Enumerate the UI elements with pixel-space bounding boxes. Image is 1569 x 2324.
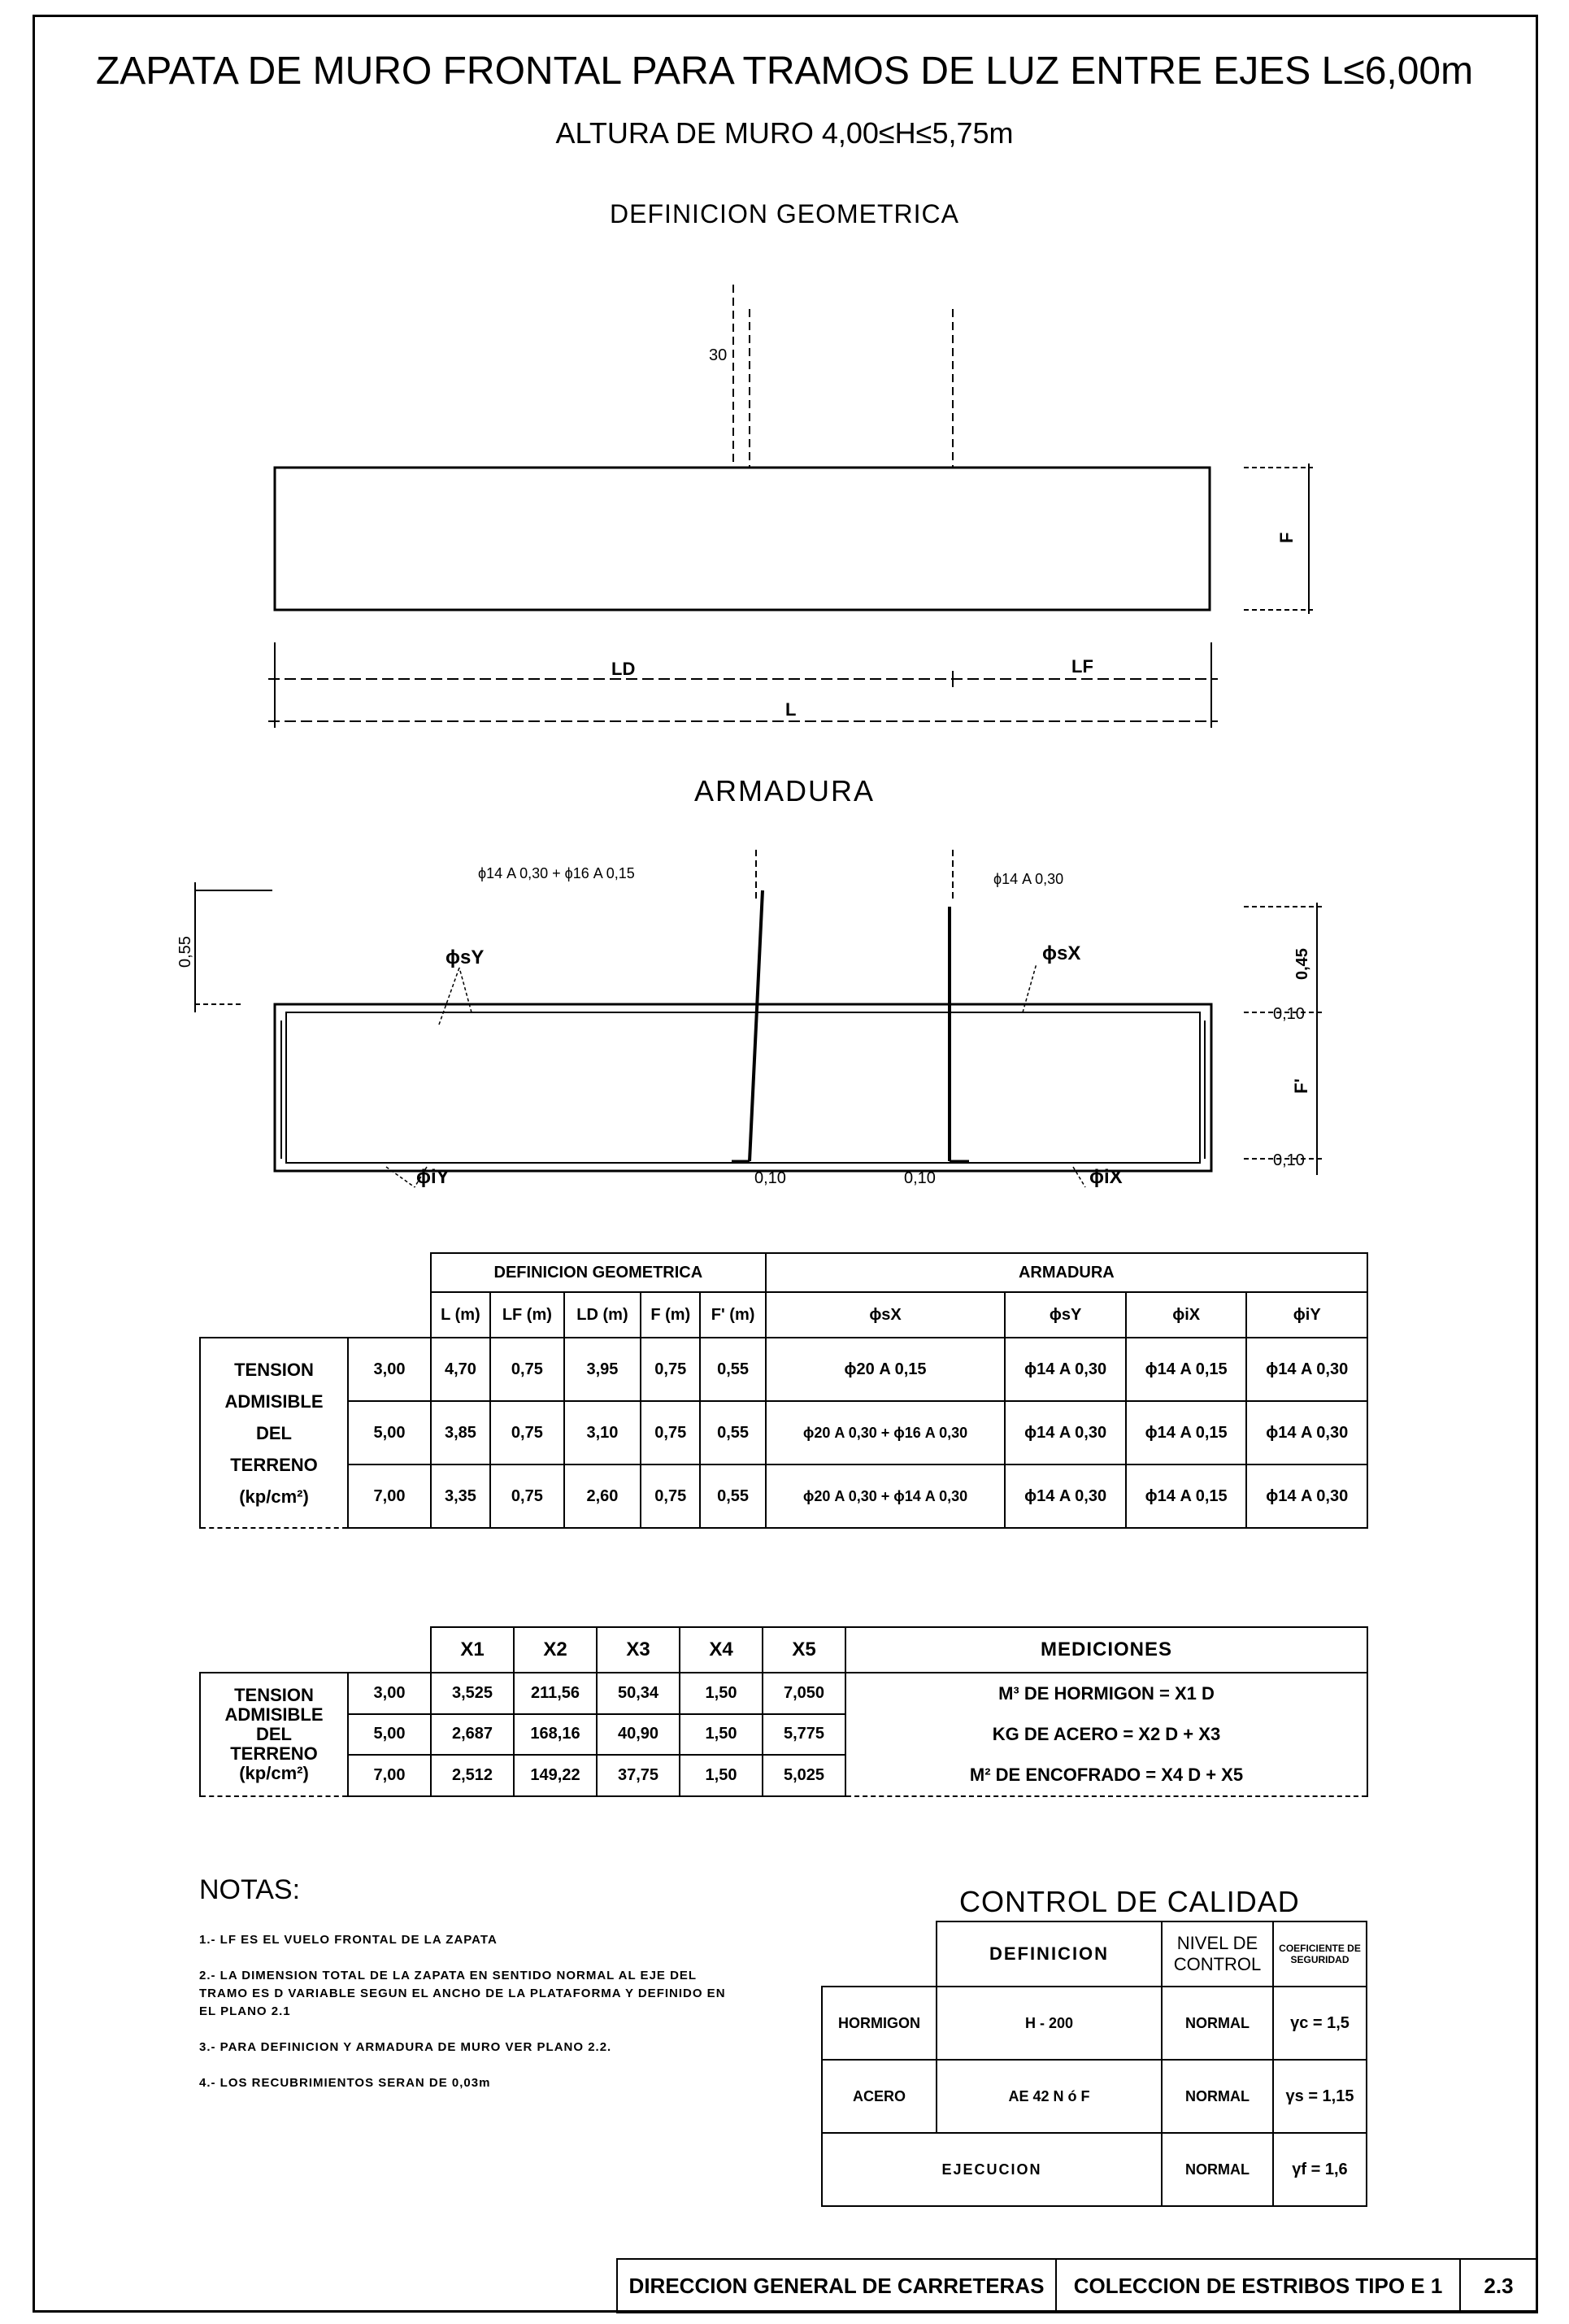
table-cell: EJECUCION bbox=[822, 2133, 1162, 2206]
table-cell: 2,687 bbox=[431, 1714, 514, 1756]
table-cell: 5,025 bbox=[763, 1755, 845, 1796]
table-cell: ϕ20 A 0,30 + ϕ16 A 0,30 bbox=[766, 1401, 1006, 1464]
sheet-title: ZAPATA DE MURO FRONTAL PARA TRAMOS DE LUZ ENTRE EJES L≤6,00m bbox=[95, 50, 1474, 93]
col-header: X3 bbox=[597, 1627, 680, 1673]
table-cell: 211,56 bbox=[514, 1673, 597, 1714]
quantities-table bbox=[199, 1626, 1368, 1797]
table-cell: ϕ14 A 0,30 bbox=[1246, 1464, 1367, 1528]
table-cell: 149,22 bbox=[514, 1755, 597, 1796]
dim-Fprime-label: F' bbox=[1291, 1078, 1311, 1094]
table-row bbox=[200, 1401, 1367, 1464]
col-header: ϕiY bbox=[1246, 1292, 1367, 1338]
title-block bbox=[616, 2258, 1538, 2313]
table-cell: ϕ14 A 0,30 bbox=[1005, 1401, 1126, 1464]
dim-LF-label: LF bbox=[1071, 656, 1093, 677]
col-header: X2 bbox=[514, 1627, 597, 1673]
footer-organization: DIRECCION GENERAL DE CARRETERAS bbox=[617, 2259, 1056, 2313]
table-cell: 4,70 bbox=[431, 1338, 490, 1401]
col-header: X5 bbox=[763, 1627, 845, 1673]
quality-control-table bbox=[821, 1921, 1367, 2207]
table-cell: ϕ20 A 0,30 + ϕ14 A 0,30 bbox=[766, 1464, 1006, 1528]
geometric-drawing bbox=[0, 268, 1569, 740]
table-cell: 1,50 bbox=[680, 1714, 763, 1756]
table-cell: 5,00 bbox=[348, 1714, 431, 1756]
table-row bbox=[200, 1338, 1367, 1401]
table-cell: 2,60 bbox=[564, 1464, 641, 1528]
col-definicion: DEFINICION bbox=[937, 1921, 1162, 1987]
table-cell: 7,00 bbox=[348, 1464, 431, 1528]
table-cell: 0,75 bbox=[641, 1401, 700, 1464]
group-reinforcement: ARMADURA bbox=[766, 1253, 1367, 1292]
col-header: X4 bbox=[680, 1627, 763, 1673]
table-cell: 0,75 bbox=[490, 1401, 564, 1464]
table-cell: 1,50 bbox=[680, 1755, 763, 1796]
table-cell: H - 200 bbox=[937, 1987, 1162, 2060]
table-cell: ϕ14 A 0,15 bbox=[1126, 1338, 1247, 1401]
table-cell: NORMAL bbox=[1162, 2060, 1273, 2133]
geometric-definition-heading: DEFINICION GEOMETRICA bbox=[610, 199, 959, 228]
table-cell: HORMIGON bbox=[822, 1987, 937, 2060]
col-header: ϕsX bbox=[766, 1292, 1006, 1338]
mediciones-header: MEDICIONES bbox=[845, 1627, 1367, 1673]
dim-010-right-bar-label: 0,10 bbox=[904, 1169, 936, 1187]
table-cell: NORMAL bbox=[1162, 1987, 1273, 2060]
table-cell: ϕ14 A 0,30 bbox=[1246, 1401, 1367, 1464]
dim-010-left-bar-label: 0,10 bbox=[754, 1169, 786, 1187]
dim-055-label: 0,55 bbox=[176, 936, 194, 968]
dim-F-label: F bbox=[1276, 532, 1297, 543]
row-label-tension: TENSION ADMISIBLE DEL TERRENO (kp/cm²) bbox=[200, 1673, 348, 1796]
dim-L-label: L bbox=[785, 699, 797, 720]
geometry-reinforcement-table bbox=[199, 1252, 1368, 1529]
table-cell: ϕ14 A 0,30 bbox=[1005, 1464, 1126, 1528]
table-cell: 168,16 bbox=[514, 1714, 597, 1756]
table-cell: 3,85 bbox=[431, 1401, 490, 1464]
sheet-subtitle: ALTURA DE MURO 4,00≤H≤5,75m bbox=[555, 116, 1014, 150]
table-cell: 37,75 bbox=[597, 1755, 680, 1796]
table-cell: 1,50 bbox=[680, 1673, 763, 1714]
table-cell: 0,55 bbox=[700, 1464, 765, 1528]
table-row bbox=[200, 1464, 1367, 1528]
footer-sheet-number: 2.3 bbox=[1460, 2259, 1537, 2313]
table-cell: 0,75 bbox=[490, 1464, 564, 1528]
table-cell: 3,00 bbox=[348, 1673, 431, 1714]
table-cell: 0,75 bbox=[641, 1464, 700, 1528]
col-header: ϕsY bbox=[1005, 1292, 1126, 1338]
table-cell: ϕ14 A 0,15 bbox=[1126, 1401, 1247, 1464]
col-header: LD (m) bbox=[564, 1292, 641, 1338]
table-cell: ϕ20 A 0,15 bbox=[766, 1338, 1006, 1401]
table-row bbox=[200, 1673, 1367, 1714]
table-cell: 5,775 bbox=[763, 1714, 845, 1756]
table-cell: 0,75 bbox=[641, 1338, 700, 1401]
table-cell: ϕ14 A 0,15 bbox=[1126, 1464, 1247, 1528]
mediciones-formulas: M³ DE HORMIGON = X1 D KG DE ACERO = X2 D + X3 M² DE ENCOFRADO = X4 D + X5 bbox=[845, 1673, 1367, 1796]
table-cell: 0,55 bbox=[700, 1401, 765, 1464]
bar-ix-bottom-label: ϕiX bbox=[1089, 1166, 1123, 1188]
table-cell: γf = 1,6 bbox=[1273, 2133, 1367, 2206]
dim-045-label: 0,45 bbox=[1293, 948, 1311, 980]
table-cell: ϕ14 A 0,30 bbox=[1005, 1338, 1126, 1401]
row-label-tension: TENSION ADMISIBLE DEL TERRENO (kp/cm²) bbox=[200, 1338, 348, 1528]
table-cell: 3,10 bbox=[564, 1401, 641, 1464]
table-cell: 3,35 bbox=[431, 1464, 490, 1528]
table-cell: ϕ14 A 0,30 bbox=[1246, 1338, 1367, 1401]
col-header: LF (m) bbox=[490, 1292, 564, 1338]
table-cell: 3,00 bbox=[348, 1338, 431, 1401]
table-row bbox=[822, 1987, 1367, 2060]
notes-heading: NOTAS: bbox=[199, 1874, 301, 1905]
bar-sy-top-label: ϕsY bbox=[445, 947, 485, 968]
table-cell: 40,90 bbox=[597, 1714, 680, 1756]
table-cell: NORMAL bbox=[1162, 2133, 1273, 2206]
table-cell: γs = 1,15 bbox=[1273, 2060, 1367, 2133]
table-cell: 3,95 bbox=[564, 1338, 641, 1401]
footing-outline bbox=[275, 468, 1210, 610]
bar-left-label: ϕ14 A 0,30 + ϕ16 A 0,15 bbox=[478, 865, 635, 881]
group-geometric-definition: DEFINICION GEOMETRICA bbox=[431, 1253, 766, 1292]
quality-control-heading: CONTROL DE CALIDAD bbox=[959, 1885, 1300, 1918]
footer-collection: COLECCION DE ESTRIBOS TIPO E 1 bbox=[1056, 2259, 1460, 2313]
table-cell: AE 42 N ó F bbox=[937, 2060, 1162, 2133]
table-cell: 3,525 bbox=[431, 1673, 514, 1714]
col-header: ϕiX bbox=[1126, 1292, 1247, 1338]
table-row bbox=[822, 2060, 1367, 2133]
table-cell: 50,34 bbox=[597, 1673, 680, 1714]
table-cell: 2,512 bbox=[431, 1755, 514, 1796]
bar-iy-bottom-label: ϕiY bbox=[416, 1166, 450, 1188]
col-header: F (m) bbox=[641, 1292, 700, 1338]
note-item: 1.- LF ES EL VUELO FRONTAL DE LA ZAPATA bbox=[199, 1933, 498, 1947]
reinforcement-heading: ARMADURA bbox=[693, 774, 875, 807]
table-cell: 0,55 bbox=[700, 1338, 765, 1401]
dim-010-top-label: 0,10 bbox=[1273, 1005, 1305, 1023]
dim-LD-label: LD bbox=[611, 659, 636, 679]
note-item: 3.- PARA DEFINICION Y ARMADURA DE MURO VER PLANO 2.2. bbox=[199, 2040, 612, 2054]
col-coeficiente: COEFICIENTE DE SEGURIDAD bbox=[1273, 1921, 1367, 1987]
col-header: F' (m) bbox=[700, 1292, 765, 1338]
table-cell: 7,00 bbox=[348, 1755, 431, 1796]
note-item: 2.- LA DIMENSION TOTAL DE LA ZAPATA EN SENTIDO NORMAL AL EJE DEL TRAMO ES D VARIABLE SEGUN EL ANCHO DE LA PLATAFORMA Y DEFINIDO EN EL PLANO 2.1 bbox=[199, 1969, 726, 2018]
table-row bbox=[822, 2133, 1367, 2206]
table-cell: 7,050 bbox=[763, 1673, 845, 1714]
table-cell: γc = 1,5 bbox=[1273, 1987, 1367, 2060]
col-header: L (m) bbox=[431, 1292, 490, 1338]
dim-30-label: 30 bbox=[709, 346, 728, 364]
table-cell: ACERO bbox=[822, 2060, 937, 2133]
dim-010-bottom-label: 0,10 bbox=[1273, 1151, 1305, 1169]
col-nivel-control: NIVEL DE CONTROL bbox=[1162, 1921, 1273, 1987]
bar-sx-top-label: ϕsX bbox=[1042, 942, 1081, 964]
notes-list bbox=[199, 1931, 736, 2110]
note-item: 4.- LOS RECUBRIMIENTOS SERAN DE 0,03m bbox=[199, 2076, 491, 2090]
table-cell: 5,00 bbox=[348, 1401, 431, 1464]
table-cell: 0,75 bbox=[490, 1338, 564, 1401]
reinforcement-drawing bbox=[0, 838, 1569, 1220]
col-header: X1 bbox=[431, 1627, 514, 1673]
bar-right-label: ϕ14 A 0,30 bbox=[993, 871, 1064, 887]
